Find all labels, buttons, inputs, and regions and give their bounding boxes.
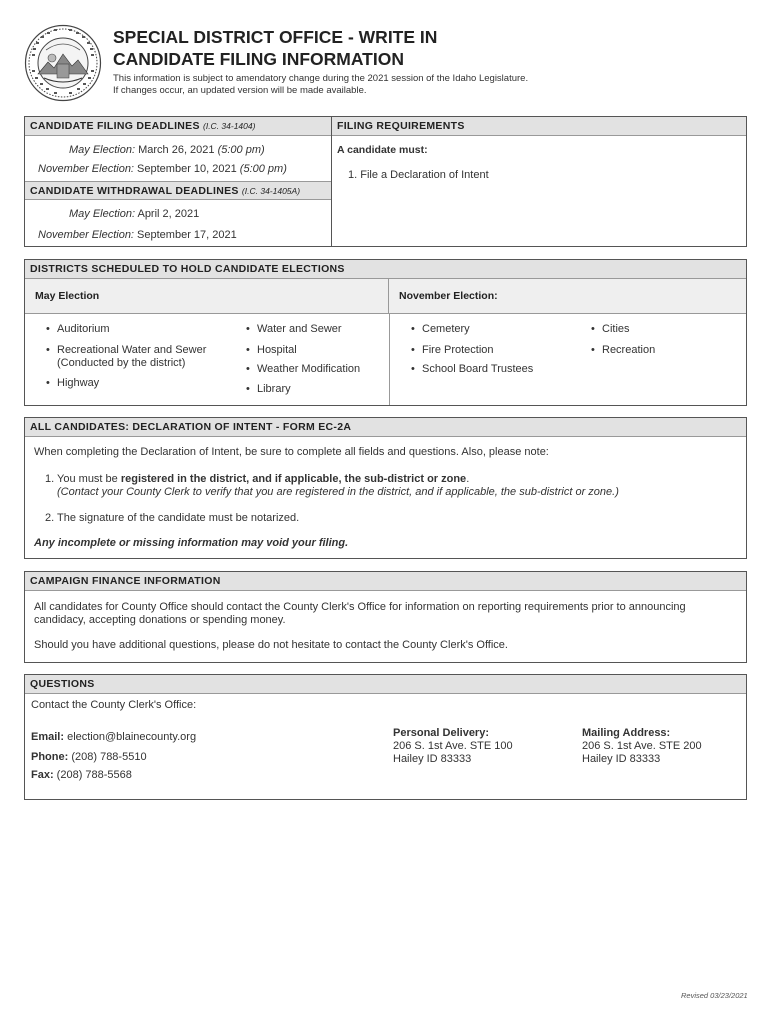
requirements-lead: A candidate must:	[337, 144, 428, 156]
district-item: • Water and Sewer	[257, 323, 342, 336]
phone-value: (208) 788-5510	[68, 751, 147, 763]
fax-label: Fax:	[31, 769, 54, 781]
district-item-label: Recreational Water and Sewer	[57, 344, 207, 356]
november-election-header: November Election:	[389, 279, 746, 314]
district-divider	[389, 314, 390, 405]
declaration-header: ALL CANDIDATES: DECLARATION OF INTENT - FORM EC-2A	[25, 418, 746, 437]
contact-fax	[31, 769, 132, 782]
declaration-item-1-suffix: .	[466, 473, 470, 485]
district-item: • School Board Trustees	[422, 363, 533, 376]
filing-deadlines-title: CANDIDATE FILING DEADLINES	[30, 120, 200, 132]
requirements-item-1: 1. File a Declaration of Intent	[348, 169, 489, 181]
email-value[interactable]: election@blainecounty.org	[64, 731, 197, 743]
nov-withdrawal-date: September 17, 2021	[134, 229, 237, 241]
mailing-address	[582, 727, 702, 766]
personal-delivery	[393, 727, 513, 766]
amendatory-note	[113, 73, 528, 97]
declaration-item-1-note: (Contact your County Clerk to verify that you are registered in the district, and if applicable, the sub-district or zone.)	[57, 486, 619, 498]
contact-email	[31, 731, 196, 744]
note-line-2: If changes occur, an updated version will be made available.	[113, 85, 367, 96]
district-item: • Auditorium	[57, 323, 110, 336]
mailing-line-1: 206 S. 1st Ave. STE 200	[582, 740, 702, 752]
declaration-intro: When completing the Declaration of Intent, be sure to complete all fields and questions. Also, please note:	[34, 446, 549, 458]
district-item: • Cemetery	[422, 323, 470, 336]
nov-filing-label: November Election:	[38, 163, 134, 175]
revision-date: Revised 03/23/2021	[681, 991, 748, 1000]
may-election-header: May Election	[25, 279, 389, 314]
districts-section	[24, 259, 747, 406]
contact-phone	[31, 751, 147, 764]
may-filing-date: March 26, 2021	[135, 144, 218, 156]
questions-intro: Contact the County Clerk's Office:	[31, 699, 197, 711]
phone-label: Phone:	[31, 751, 69, 763]
filing-requirements-header: FILING REQUIREMENTS	[332, 117, 746, 136]
nov-filing-deadline	[38, 163, 287, 175]
district-item: • Library	[257, 383, 291, 396]
withdrawal-deadlines-header	[25, 181, 331, 200]
nov-withdrawal-label: November Election:	[38, 229, 134, 241]
filing-deadlines-header	[25, 117, 331, 136]
delivery-line-1: 206 S. 1st Ave. STE 100	[393, 740, 513, 752]
district-item: • Hospital	[257, 344, 297, 357]
declaration-warning: Any incomplete or missing information may void your filing.	[34, 537, 349, 549]
title-line-2: CANDIDATE FILING INFORMATION	[113, 49, 404, 69]
campaign-finance-header: CAMPAIGN FINANCE INFORMATION	[25, 572, 746, 591]
nov-filing-date: September 10, 2021	[134, 163, 240, 175]
note-line-1: This information is subject to amendatory change during the 2021 session of the Idaho Legislature.	[113, 73, 529, 84]
finance-paragraph-1	[34, 601, 686, 627]
campaign-finance-section	[24, 571, 747, 663]
declaration-item-1-prefix: 1. You must be	[45, 473, 121, 485]
delivery-line-2: Hailey ID 83333	[393, 753, 472, 765]
declaration-section	[24, 417, 747, 559]
district-item: • Weather Modification	[257, 363, 360, 376]
finance-paragraph-2: Should you have additional questions, please do not hesitate to contact the County Clerk's Office.	[34, 639, 508, 651]
district-item: • Cities	[602, 323, 630, 336]
questions-header: QUESTIONS	[25, 675, 746, 694]
finance-paragraph-1-line-1: All candidates for County Office should contact the County Clerk's Office for information on reporting requirements prior to announcing	[34, 601, 686, 613]
questions-section	[24, 674, 747, 800]
may-withdrawal-date: April 2, 2021	[135, 208, 200, 220]
page-title	[113, 26, 437, 70]
district-item: • Fire Protection	[422, 344, 494, 357]
delivery-label: Personal Delivery:	[393, 727, 489, 739]
declaration-item-1	[45, 473, 469, 486]
mailing-line-2: Hailey ID 83333	[582, 753, 661, 765]
district-item: • Highway	[57, 377, 99, 390]
filing-deadlines-cite: (I.C. 34-1404)	[203, 121, 256, 131]
declaration-item-2: 2. The signature of the candidate must be notarized.	[45, 512, 300, 524]
may-filing-time: (5:00 pm)	[217, 144, 265, 156]
fax-value: (208) 788-5568	[53, 769, 132, 781]
may-filing-deadline	[69, 144, 265, 156]
idaho-state-seal-icon	[24, 24, 102, 102]
district-item	[57, 344, 206, 370]
email-label: Email:	[31, 731, 65, 743]
withdrawal-deadlines-title: CANDIDATE WITHDRAWAL DEADLINES	[30, 185, 239, 197]
district-item-note: (Conducted by the district)	[57, 357, 186, 369]
declaration-item-1-bold: registered in the district, and if applicable, the sub-district or zone	[120, 473, 467, 485]
district-item: • Recreation	[602, 344, 655, 357]
withdrawal-deadlines-cite: (I.C. 34-1405A)	[241, 186, 301, 196]
districts-header: DISTRICTS SCHEDULED TO HOLD CANDIDATE ELECTIONS	[25, 260, 746, 279]
may-withdrawal-deadline	[69, 208, 199, 220]
may-filing-label: May Election:	[69, 144, 136, 156]
nov-filing-time: (5:00 pm)	[239, 163, 287, 175]
requirements-panel	[332, 117, 746, 246]
title-line-1: SPECIAL DISTRICT OFFICE - WRITE IN	[113, 27, 438, 47]
nov-withdrawal-deadline	[38, 229, 237, 241]
finance-paragraph-1-line-2: candidacy, accepting donations or spending money.	[34, 614, 286, 626]
may-withdrawal-label: May Election:	[69, 208, 136, 220]
mailing-label: Mailing Address:	[582, 727, 671, 739]
deadlines-panel	[25, 117, 332, 246]
deadlines-section	[24, 116, 747, 247]
